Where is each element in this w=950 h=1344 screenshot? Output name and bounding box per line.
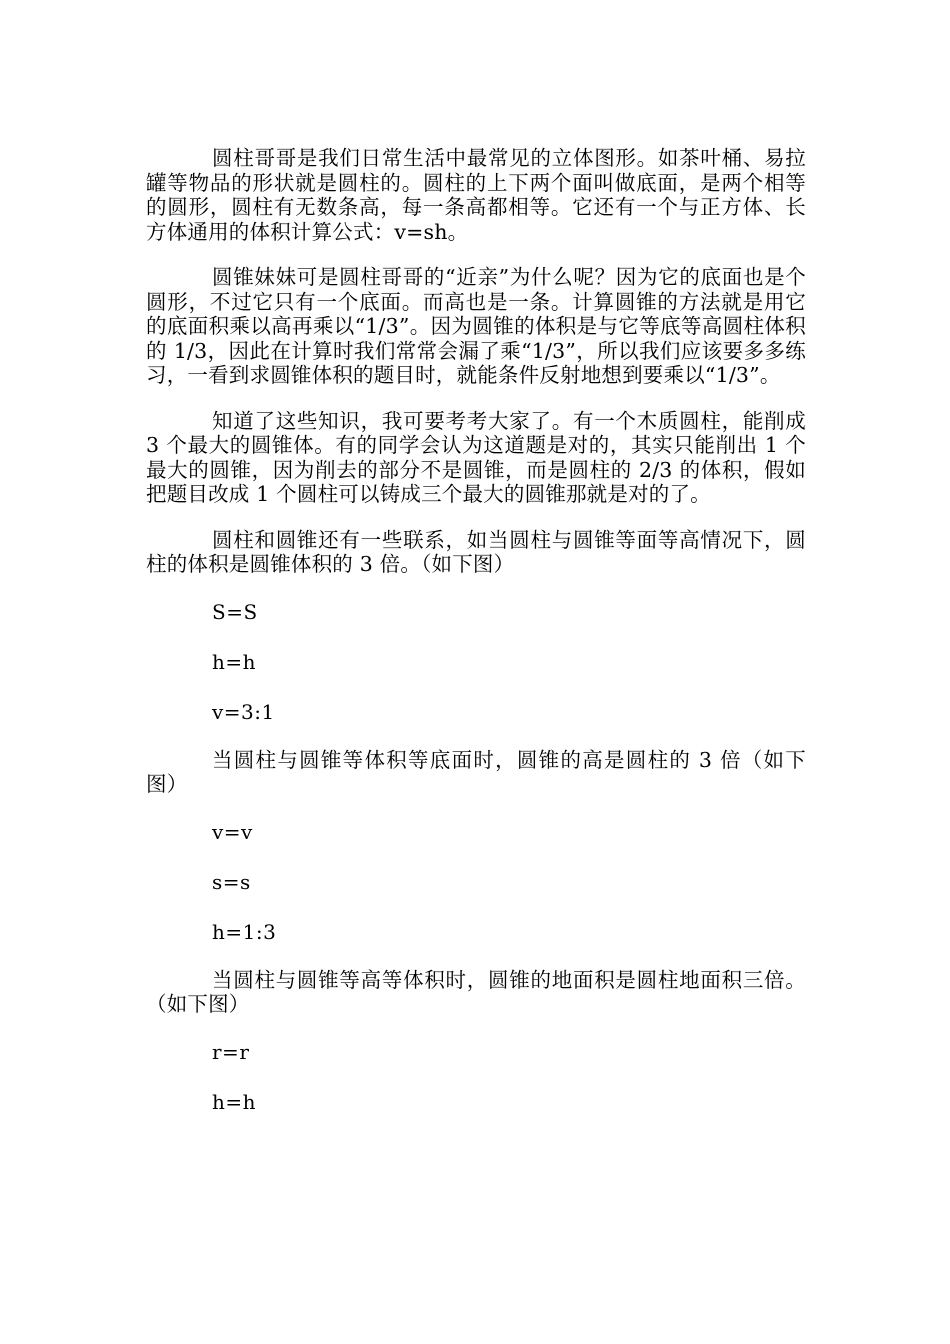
formula-line: v=3:1 <box>212 699 275 724</box>
formula-line: S=S <box>212 599 258 624</box>
formula-line: h=h <box>212 1089 257 1114</box>
formula-line: r=r <box>212 1039 250 1064</box>
formula-line: v=v <box>212 819 253 844</box>
paragraph-quiz: 知道了这些知识，我可要考考大家了。有一个木质圆柱，能削成 3 个最大的圆锥体。有的同学会认为这道题是对的，其实只能削出 1 个最大的圆锥，因为削去的部分不是圆锥，而是圆柱的 2/3 的体积，假如把题目改成 1 个圆柱可以铸成三个最大的圆锥那就是对的了。 <box>146 408 806 506</box>
formula-line: h=1:3 <box>212 919 277 944</box>
paragraph-cone-intro: 圆锥妹妹可是圆柱哥哥的“近亲”为什么呢？因为它的底面也是个圆形，不过它只有一个底面。而高也是一条。计算圆锥的方法就是用它的底面积乘以高再乘以“1/3”。因为圆锥的体积是与它等底等高圆柱体积的 1/3，因此在计算时我们常常会漏了乘“1/3”，所以我们应该要多多练习，一看到求圆锥体积的题目时，就能条件反射地想到要乘以“1/3”。 <box>146 265 806 387</box>
paragraph-relation-2: 当圆柱与圆锥等体积等底面时，圆锥的高是圆柱的 3 倍（如下图） <box>146 747 806 796</box>
document-page <box>146 146 806 1138</box>
paragraph-relation-1: 圆柱和圆锥还有一些联系，如当圆柱与圆锥等面等高情况下，圆柱的体积是圆锥体积的 3 倍。（如下图） <box>146 527 806 576</box>
paragraph-cylinder-intro: 圆柱哥哥是我们日常生活中最常见的立体图形。如茶叶桶、易拉罐等物品的形状就是圆柱的。圆柱的上下两个面叫做底面，是两个相等的圆形，圆柱有无数条高，每一条高都相等。它还有一个与正方体、长方体通用的体积计算公式：v=sh。 <box>146 146 806 244</box>
formula-line: s=s <box>212 869 251 894</box>
paragraph-relation-3: 当圆柱与圆锥等高等体积时，圆锥的地面积是圆柱地面积三倍。（如下图） <box>146 967 806 1016</box>
formula-line: h=h <box>212 649 257 674</box>
